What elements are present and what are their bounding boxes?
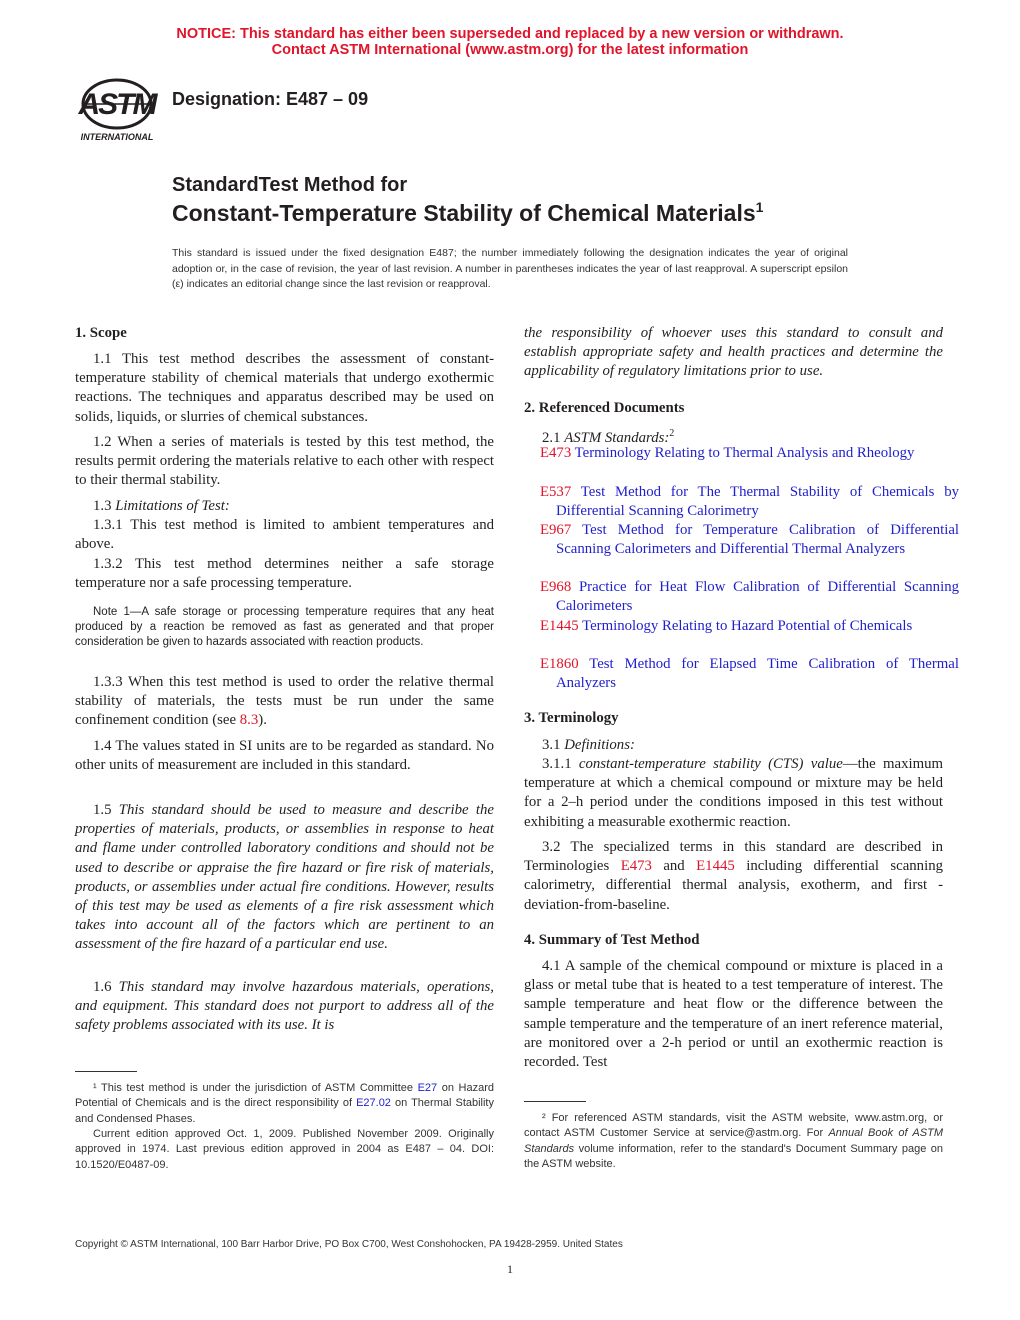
paragraph-1-3-label: Limitations of Test: bbox=[115, 498, 230, 514]
reference-code-link[interactable]: E473 bbox=[540, 445, 572, 461]
paragraph-1-6 bbox=[75, 978, 494, 1036]
paragraph-3-1-label: Definitions: bbox=[564, 737, 635, 753]
paragraph-3-2-and: and bbox=[651, 858, 697, 875]
reference-code-link[interactable]: E1860 bbox=[540, 656, 579, 672]
footnote-1-text-2: on Hazard Potential of Chemicals and is the direct responsibility of bbox=[75, 1082, 494, 1110]
reference-item bbox=[524, 521, 959, 559]
title-text: Constant-Temperature Stability of Chemical Materials bbox=[172, 200, 756, 226]
section-1-heading: 1. Scope bbox=[75, 325, 127, 341]
section-4-heading: 4. Summary of Test Method bbox=[524, 932, 700, 948]
notice-line-2: Contact ASTM International (www.astm.org) for the latest information bbox=[271, 42, 749, 58]
logo-text: ASTM bbox=[78, 88, 156, 121]
paragraph-1-3-num: 1.3 bbox=[93, 498, 116, 514]
paragraph-4-1: 4.1 A sample of the chemical compound or mixture is placed in a glass or metal tube that is heated to a test temperature of interest. The sample temperature and heat flow or the difference between the sample temperature and the temperature of an inert reference material, are monitored over a 2-h period or until an exothermic reaction is recorded. Test bbox=[524, 958, 943, 1071]
paragraph-1-3-3-end: ). bbox=[258, 712, 267, 729]
definition-text: —the maximum temperature at which a chemical compound or mixture may be held for a 2–h period under the conditions imposed in this test without exhibiting a measurable exothermic reaction. bbox=[524, 756, 944, 830]
paragraph-1-3 bbox=[75, 497, 494, 516]
subcommittee-e27-02-link[interactable]: E27.02 bbox=[356, 1097, 391, 1110]
logo-subtext: INTERNATIONAL bbox=[80, 132, 154, 142]
footnote-2 bbox=[524, 1111, 943, 1172]
section-8-3-link[interactable]: 8.3 bbox=[239, 712, 259, 729]
footnote-1-edition: Current edition approved Oct. 1, 2009. Published November 2009. Originally approved in 1974. Last previous edition approved in 2004 as E487 – 04. DOI: 10.1520/E0487-09. bbox=[75, 1128, 494, 1171]
page-number: 1 bbox=[507, 1262, 513, 1276]
reference-title-link[interactable]: Practice for Heat Flow Calibration of Differential Scanning Calorimeters bbox=[556, 579, 959, 615]
astm-logo-icon bbox=[74, 76, 160, 146]
reference-title-link[interactable]: Test Method for The Thermal Stability of Chemicals by Differential Scanning Calorimetry bbox=[556, 484, 959, 520]
withdrawal-notice bbox=[0, 26, 1020, 58]
paragraph-1-6-continued: the responsibility of whoever uses this standard to consult and establish appropriate safety and health practices and determine the applicability of regulatory limitations prior to use. bbox=[524, 325, 943, 380]
paragraph-2-1-label: ASTM Standards: bbox=[564, 429, 670, 446]
reference-item bbox=[524, 617, 959, 636]
footnote-1 bbox=[75, 1081, 494, 1127]
reference-title-link[interactable]: Terminology Relating to Hazard Potential of Chemicals bbox=[578, 618, 913, 634]
paragraph-3-2 bbox=[524, 838, 943, 915]
paragraph-3-1-1-num: 3.1.1 bbox=[542, 756, 579, 772]
paragraph-1-3-2: 1.3.2 This test method determines neither a safe storage temperature nor a safe processing temperature. bbox=[75, 556, 494, 592]
paragraph-1-5-num: 1.5 bbox=[93, 802, 119, 818]
reference-item bbox=[524, 444, 959, 463]
title-line-2 bbox=[172, 199, 763, 227]
footnote-rule-left bbox=[75, 1071, 137, 1072]
paragraph-3-2-end: including differential scanning calorimetry, differential thermal analysis, exotherm, and first -deviation-from-baseline. bbox=[524, 858, 943, 913]
paragraph-3-2-text: 3.2 The specialized terms in this standard are described in Terminologies bbox=[524, 839, 943, 875]
reference-title-link[interactable]: Terminology Relating to Thermal Analysis and Rheology bbox=[571, 445, 915, 461]
paragraph-1-3-3 bbox=[75, 673, 494, 731]
paragraph-1-6-text: This standard may involve hazardous materials, operations, and equipment. This standard does not purport to address all of the safety problems associated with its use. It is bbox=[75, 979, 494, 1034]
reference-title-link[interactable]: Test Method for Elapsed Time Calibration of Thermal Analyzers bbox=[556, 656, 959, 692]
paragraph-1-2: 1.2 When a series of materials is tested by this test method, the results permit ordering the materials relative to each other with respect to their thermal stability. bbox=[75, 434, 494, 489]
copyright: Copyright © ASTM International, 100 Barr Harbor Drive, PO Box C700, West Conshohocken, PA 19428-2959. United States bbox=[75, 1239, 623, 1250]
e1445-link[interactable]: E1445 bbox=[696, 858, 735, 875]
section-3-heading: 3. Terminology bbox=[524, 710, 619, 726]
footnote-2-text-2: volume information, refer to the standard's Document Summary page on the ASTM website. bbox=[524, 1142, 943, 1170]
reference-item bbox=[524, 578, 959, 616]
footnote-2-text: ² For referenced ASTM standards, visit the ASTM website, www.astm.org, or contact ASTM Customer Service at service@astm.org. For bbox=[524, 1112, 943, 1140]
issued-note: This standard is issued under the fixed designation E487; the number immediately following the designation indicates the year of original adoption or, in the case of revision, the year of last revision. A number in parentheses indicates the year of last reapproval. A superscript epsilon (ε) indicates an editorial change since the last revision or reapproval. bbox=[172, 247, 848, 290]
reference-code-link[interactable]: E537 bbox=[540, 484, 572, 500]
note-1: Note 1—A safe storage or processing temperature requires that any heat produced by a reaction be removed as fast as generated and that proper consideration be given to hazards associated with reaction products. bbox=[75, 606, 494, 648]
reference-code-link[interactable]: E1445 bbox=[540, 618, 579, 634]
paragraph-3-1-1 bbox=[524, 755, 943, 832]
annual-book-title: Annual Book of ASTM Standards bbox=[524, 1127, 943, 1155]
paragraph-3-1-num: 3.1 bbox=[542, 737, 565, 753]
reference-code-link[interactable]: E968 bbox=[540, 579, 572, 595]
footnote-2-mark: 2 bbox=[669, 428, 675, 439]
paragraph-1-1: 1.1 This test method describes the assessment of constant-temperature stability of chemical materials that undergo exothermic reactions. The techniques and apparatus described may be used on solids, liquids, or slurries of chemical substances. bbox=[75, 351, 494, 425]
paragraph-1-3-3-text: 1.3.3 When this test method is used to order the relative thermal stability of materials, the tests must be run under the same confinement condition (see bbox=[75, 674, 494, 729]
paragraph-1-6-num: 1.6 bbox=[93, 979, 119, 995]
paragraph-2-1-num: 2.1 bbox=[542, 429, 565, 446]
reference-code-link[interactable]: E967 bbox=[540, 522, 572, 538]
paragraph-1-3-1: 1.3.1 This test method is limited to ambient temperatures and above. bbox=[75, 517, 494, 553]
reference-item bbox=[524, 655, 959, 693]
definition-term: constant-temperature stability (CTS) value bbox=[578, 756, 843, 772]
paragraph-1-5 bbox=[75, 801, 494, 955]
e473-link[interactable]: E473 bbox=[620, 858, 652, 875]
footnote-rule-right bbox=[524, 1101, 586, 1102]
astm-logo bbox=[74, 76, 160, 146]
reference-title-link[interactable]: Test Method for Temperature Calibration of Differential Scanning Calorimeters and Differential Thermal Analyzers bbox=[556, 522, 959, 558]
notice-line-1: NOTICE: This standard has either been superseded and replaced by a new version or withdrawn. bbox=[176, 26, 844, 42]
footnote-1-text: ¹ This test method is under the jurisdiction of ASTM Committee bbox=[93, 1082, 418, 1094]
committee-e27-link[interactable]: E27 bbox=[417, 1082, 438, 1094]
paragraph-3-1 bbox=[524, 736, 943, 755]
title-footnote-mark: 1 bbox=[755, 199, 764, 215]
reference-item bbox=[524, 483, 959, 521]
footnote-1-text-3: on Thermal Stability and Condensed Phases. bbox=[75, 1097, 494, 1125]
paragraph-1-4: 1.4 The values stated in SI units are to be regarded as standard. No other units of measurement are included in this standard. bbox=[75, 738, 494, 774]
title-line-1: StandardTest Method for bbox=[172, 174, 408, 196]
paragraph-1-5-text: This standard should be used to measure and describe the properties of materials, products, or assemblies in response to heat and flame under controlled laboratory conditions and should not be used to describe or appraise the fire hazard or fire risk of materials, products, or assemblies under actual fire conditions. However, results of this test may be used as elements of a fire risk assessment which takes into account all of the factors which are pertinent to an assessment of the fire hazard of a particular end use. bbox=[75, 802, 494, 953]
section-2-heading: 2. Referenced Documents bbox=[524, 400, 685, 416]
designation: Designation: E487 – 09 bbox=[172, 89, 369, 109]
